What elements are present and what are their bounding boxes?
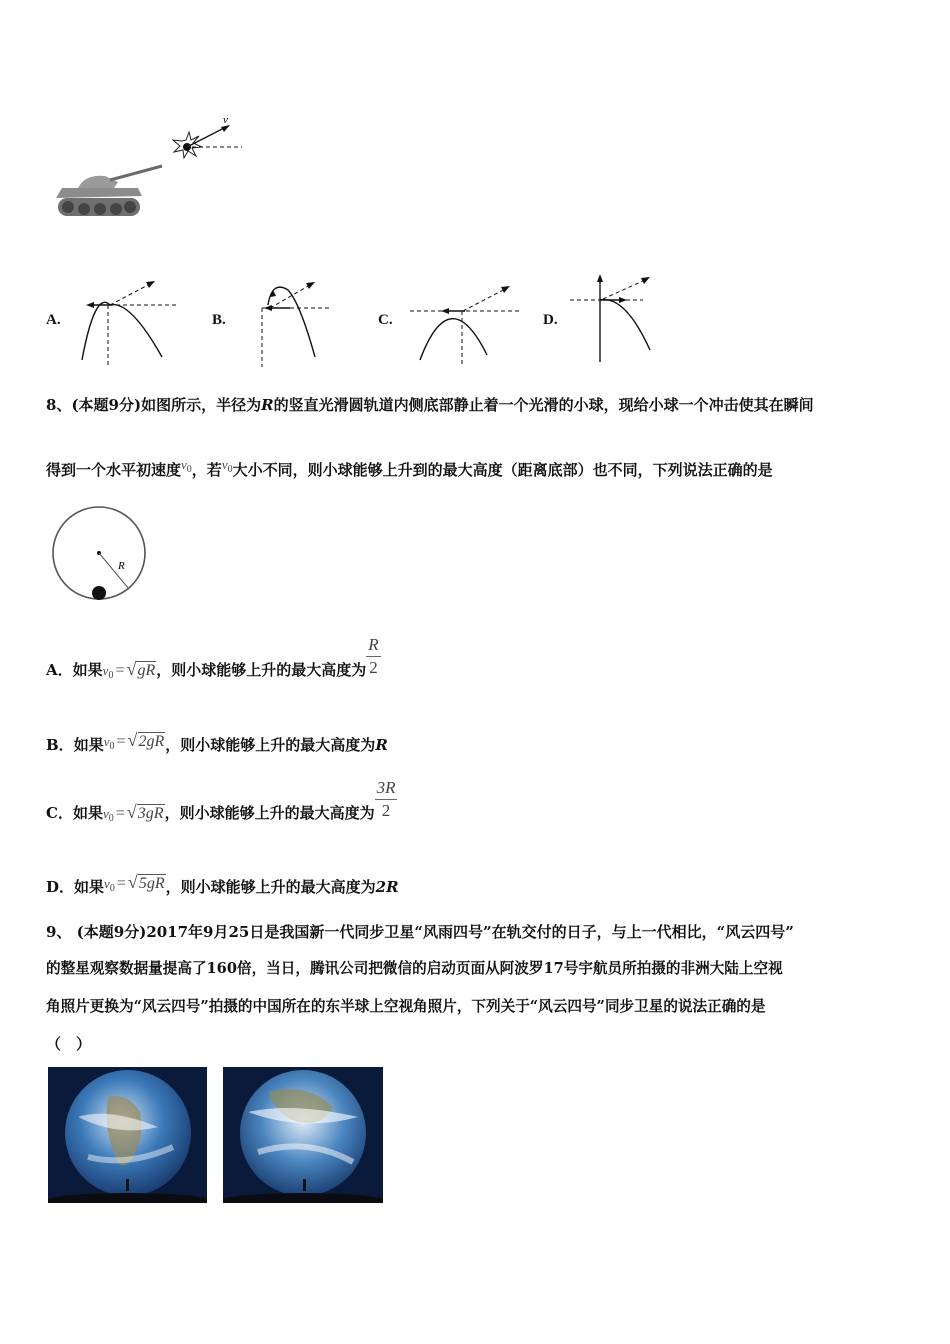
q7-option-a-label[interactable]: A. (46, 312, 61, 328)
ball (92, 586, 106, 600)
q9-answer-blank[interactable]: （ ） (46, 1035, 92, 1053)
q7-option-b-graph[interactable] (240, 275, 340, 370)
q9-number: 9、 (46, 923, 72, 941)
circular-track-figure (45, 503, 155, 608)
q9-question-line-2: 的整星观察数据量提高了160倍，当日，腾讯公司把微信的启动页面从阿波罗17号宇航员所拍摄的非洲大陆上空视 (46, 960, 783, 977)
q8-option-c[interactable]: C．如果$v_0$ = √ 3gR，则小球能够上升的最大高度为 $\frac{3R}{2}$ (46, 777, 396, 824)
q8-text: ，若 (191, 461, 222, 479)
q8-radius-symbol: R (261, 396, 274, 414)
q7-option-b-label[interactable]: B. (212, 312, 226, 328)
q7-option-a-graph[interactable] (70, 275, 180, 370)
q8-option-a[interactable]: A．如果$v_0$ = √ gR，则小球能够上升的最大高度为 $\frac{R}{2}$ (46, 634, 379, 681)
q8-text: 如图所示，半径为 (141, 396, 262, 414)
earth-photo-africa (48, 1067, 207, 1203)
person-silhouette (126, 1179, 129, 1191)
q8-text: 的竖直光滑圆轨道内侧底部静止着一个光滑的小球，现给小球一个冲击使其在瞬间 (273, 396, 814, 414)
q7-option-c-label[interactable]: C. (378, 312, 393, 328)
q9-question-line-1: 9、 (本题9分)2017年9月25日是我国新一代同步卫星“风雨四号”在轨交付的日子，与上一代相比，“风云四号” (46, 923, 794, 941)
q8-question-line-1 (46, 395, 814, 415)
q7-option-d-graph[interactable] (565, 270, 665, 365)
q7-option-c-graph[interactable] (405, 275, 525, 370)
v0-symbol: $v_0$ (221, 457, 233, 475)
tank-figure (50, 110, 250, 225)
q9-question-line-3: 角照片更换为“风云四号”拍摄的中国所在的东半球上空视角照片，下列关于“风云四号”同步卫星的说法正确的是 (46, 998, 766, 1015)
q8-question-line-2 (46, 455, 773, 480)
q9-score: (本题9分) (76, 923, 147, 941)
earth-photo-east-asia (223, 1067, 383, 1203)
person-silhouette (303, 1179, 306, 1191)
q8-option-d[interactable]: D．如果$v_0$ = √ 5gR，则小球能够上升的最大高度为2R (46, 872, 399, 896)
q8-number: 8、 (46, 396, 72, 414)
v0-symbol: $v_0$ (181, 457, 192, 475)
fraction-3r-over-2: $\frac{3R}{2}$ (376, 777, 396, 820)
explosion-icon (173, 132, 202, 158)
tank-icon (56, 166, 162, 216)
q7-option-d-label[interactable]: D. (543, 312, 558, 328)
radius-label: R (118, 560, 125, 572)
velocity-label: v (223, 114, 228, 126)
q8-score: (本题9分) (71, 396, 142, 414)
q8-option-b[interactable]: B．如果$v_0$ = √ 2gR，则小球能够上升的最大高度为R (46, 730, 388, 754)
fraction-r-over-2: $\frac{R}{2}$ (368, 634, 379, 677)
q8-text: 得到一个水平初速度 (46, 461, 182, 479)
q8-text: 大小不同，则小球能够上升到的最大高度（距离底部）也不同，下列说法正确的是 (232, 461, 773, 479)
